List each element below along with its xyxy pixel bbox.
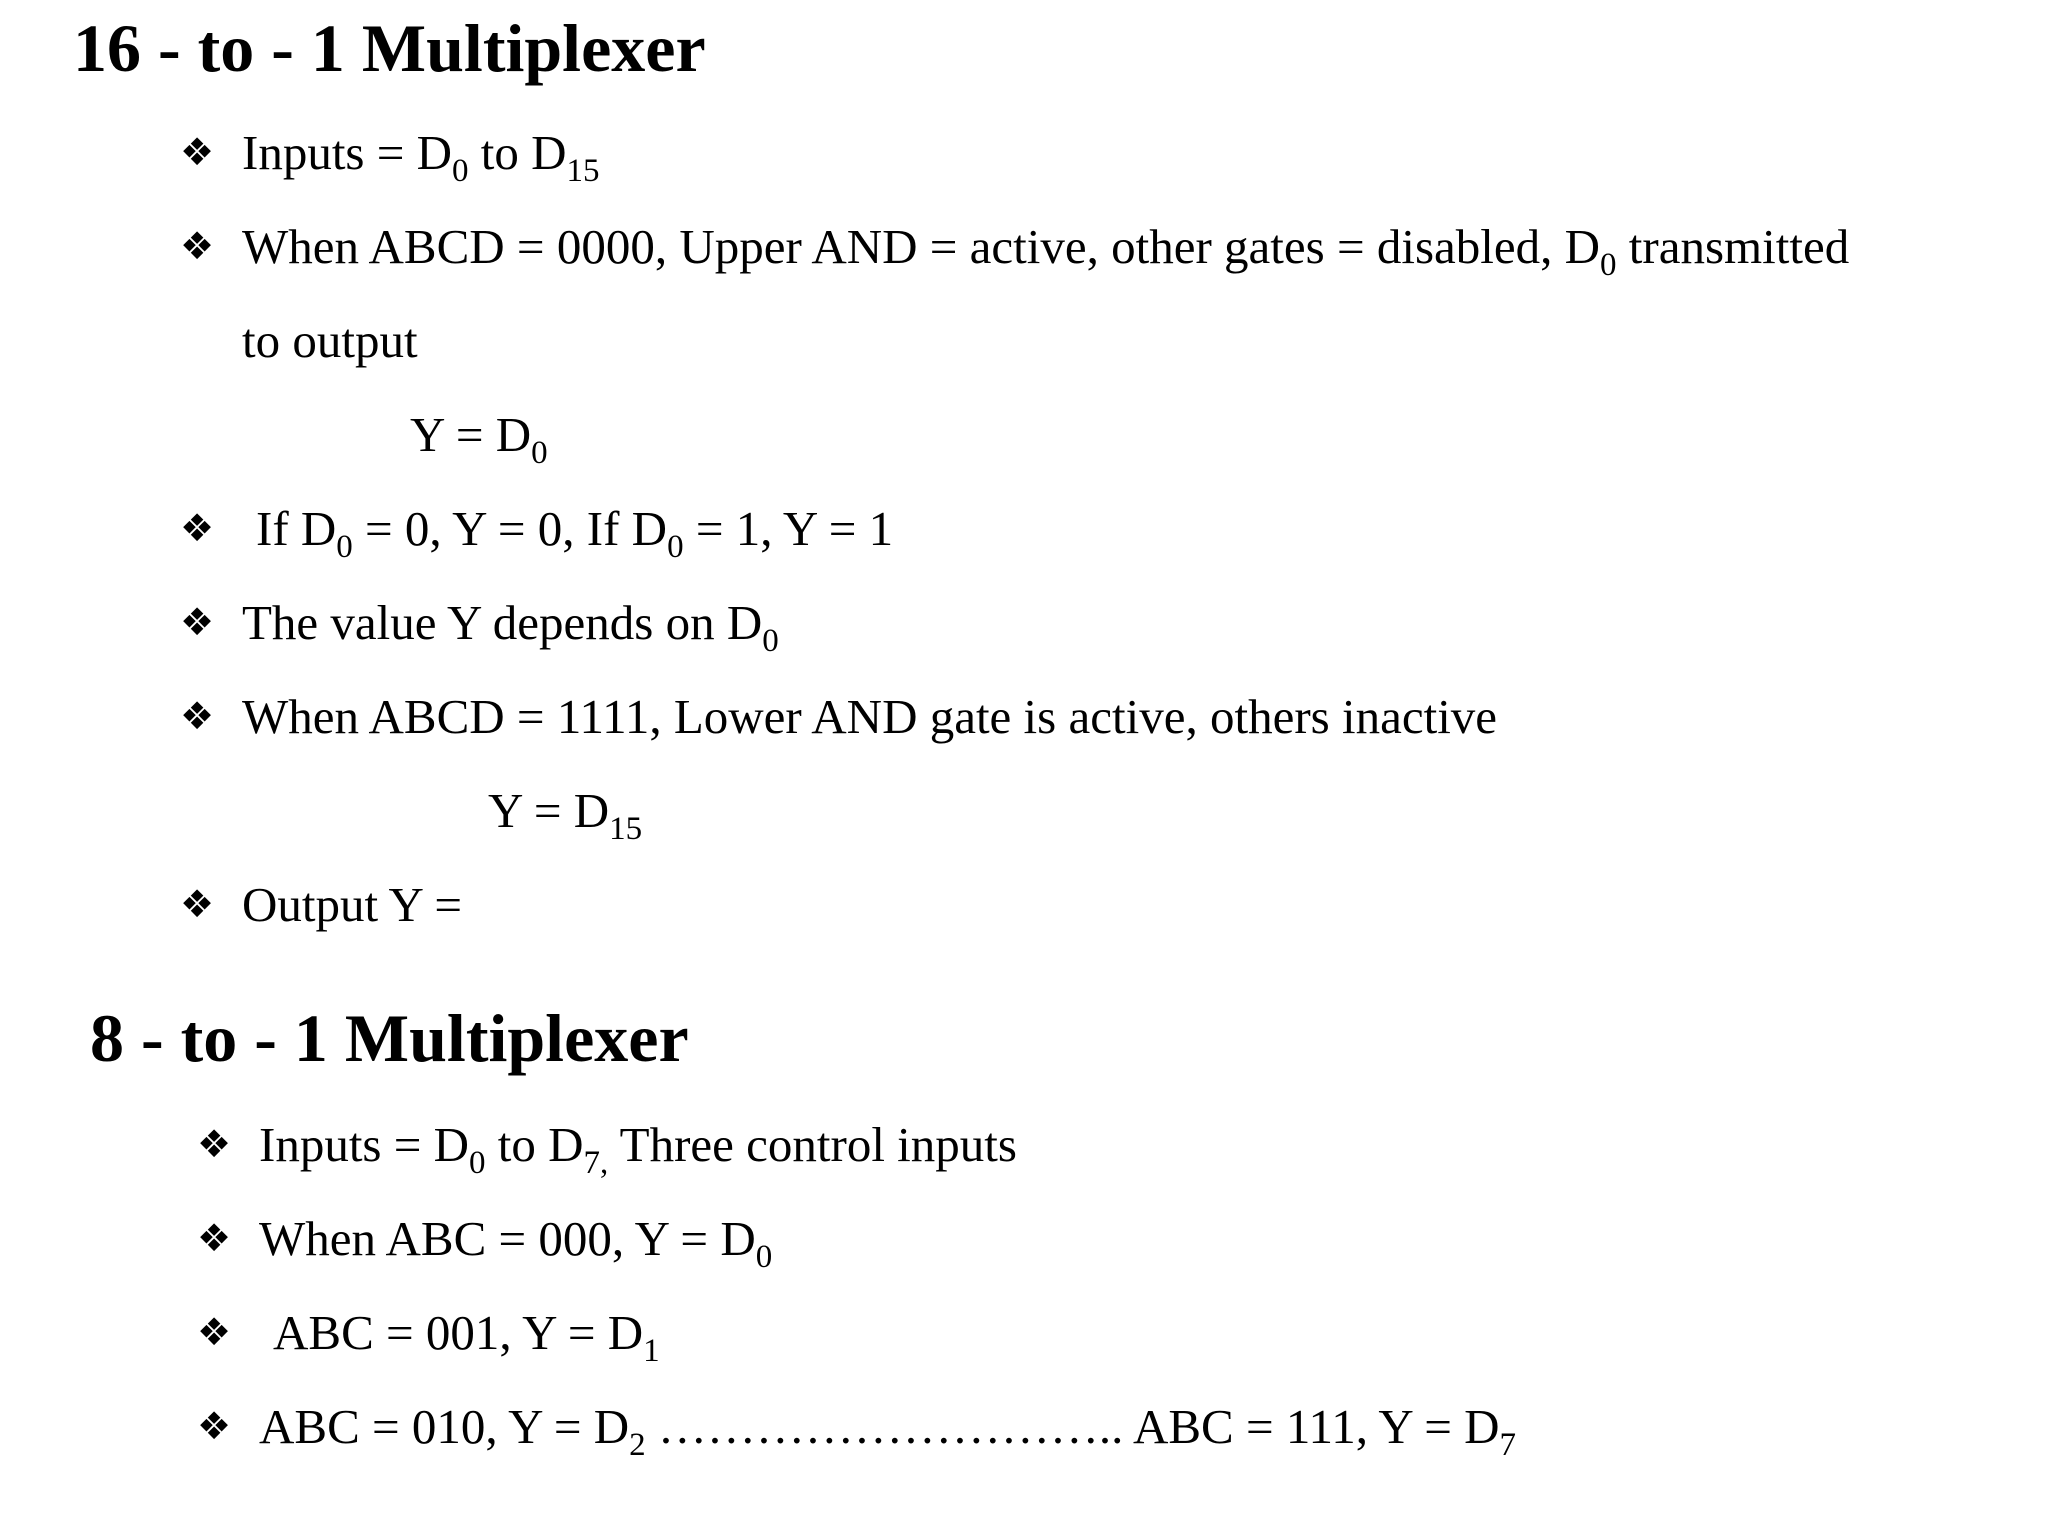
bullet-inputs-8: ❖ Inputs = $D_0$ to $D_{7,}$ Three control inputs <box>197 1117 1017 1181</box>
bullet-abc-010-111: ❖ ABC = 010, $Y = D_2$ ……………………….. ABC = 111, $Y = D_7$ <box>197 1399 1516 1463</box>
bullet-value-y: ❖ The value Y depends on $D_0$ <box>180 595 779 659</box>
bullet-inputs-16: ❖ Inputs = $D_0$ to $D_{15}$ <box>180 125 600 189</box>
bullet-icon: ❖ <box>180 224 215 268</box>
bullet-icon: ❖ <box>197 1122 232 1166</box>
bullet-icon: ❖ <box>180 506 215 550</box>
bullet-icon: ❖ <box>197 1310 232 1354</box>
equation-y-d0: $Y = D_0$ <box>410 407 548 471</box>
bullet-abc-001: ❖ ABC = 001, $Y = D_1$ <box>197 1305 660 1369</box>
bullet-abcd-0000: ❖ When ABCD = 0000, Upper AND = active, other gates = disabled, $D_0$ transmitted <box>180 219 1850 283</box>
bullet-output-y: ❖ Output Y = <box>180 877 462 932</box>
bullet-icon: ❖ <box>180 600 215 644</box>
bullet-abc-000: ❖ When ABC = 000, $Y = D_0$ <box>197 1211 773 1275</box>
equation-y-d15: $Y = D_{15}$ <box>488 783 643 847</box>
bullet-icon: ❖ <box>180 130 215 174</box>
bullet-if-d0: ❖ If $D_0 = 0$, Y = 0, If $D_0 = 1$, Y = 1 <box>180 501 894 565</box>
bullet-abcd-1111: ❖ When ABCD = 1111, Lower AND gate is active, others inactive <box>180 689 1498 744</box>
bullet-icon: ❖ <box>197 1216 232 1260</box>
section-8-title: 8 - to - 1 Multiplexer <box>90 1000 689 1076</box>
bullet-icon: ❖ <box>180 694 215 738</box>
bullet-icon: ❖ <box>180 882 215 926</box>
section-16-title: 16 - to - 1 Multiplexer <box>73 10 706 86</box>
bullet-icon: ❖ <box>197 1404 232 1448</box>
bullet-abcd-0000-continued: to output <box>242 313 418 368</box>
